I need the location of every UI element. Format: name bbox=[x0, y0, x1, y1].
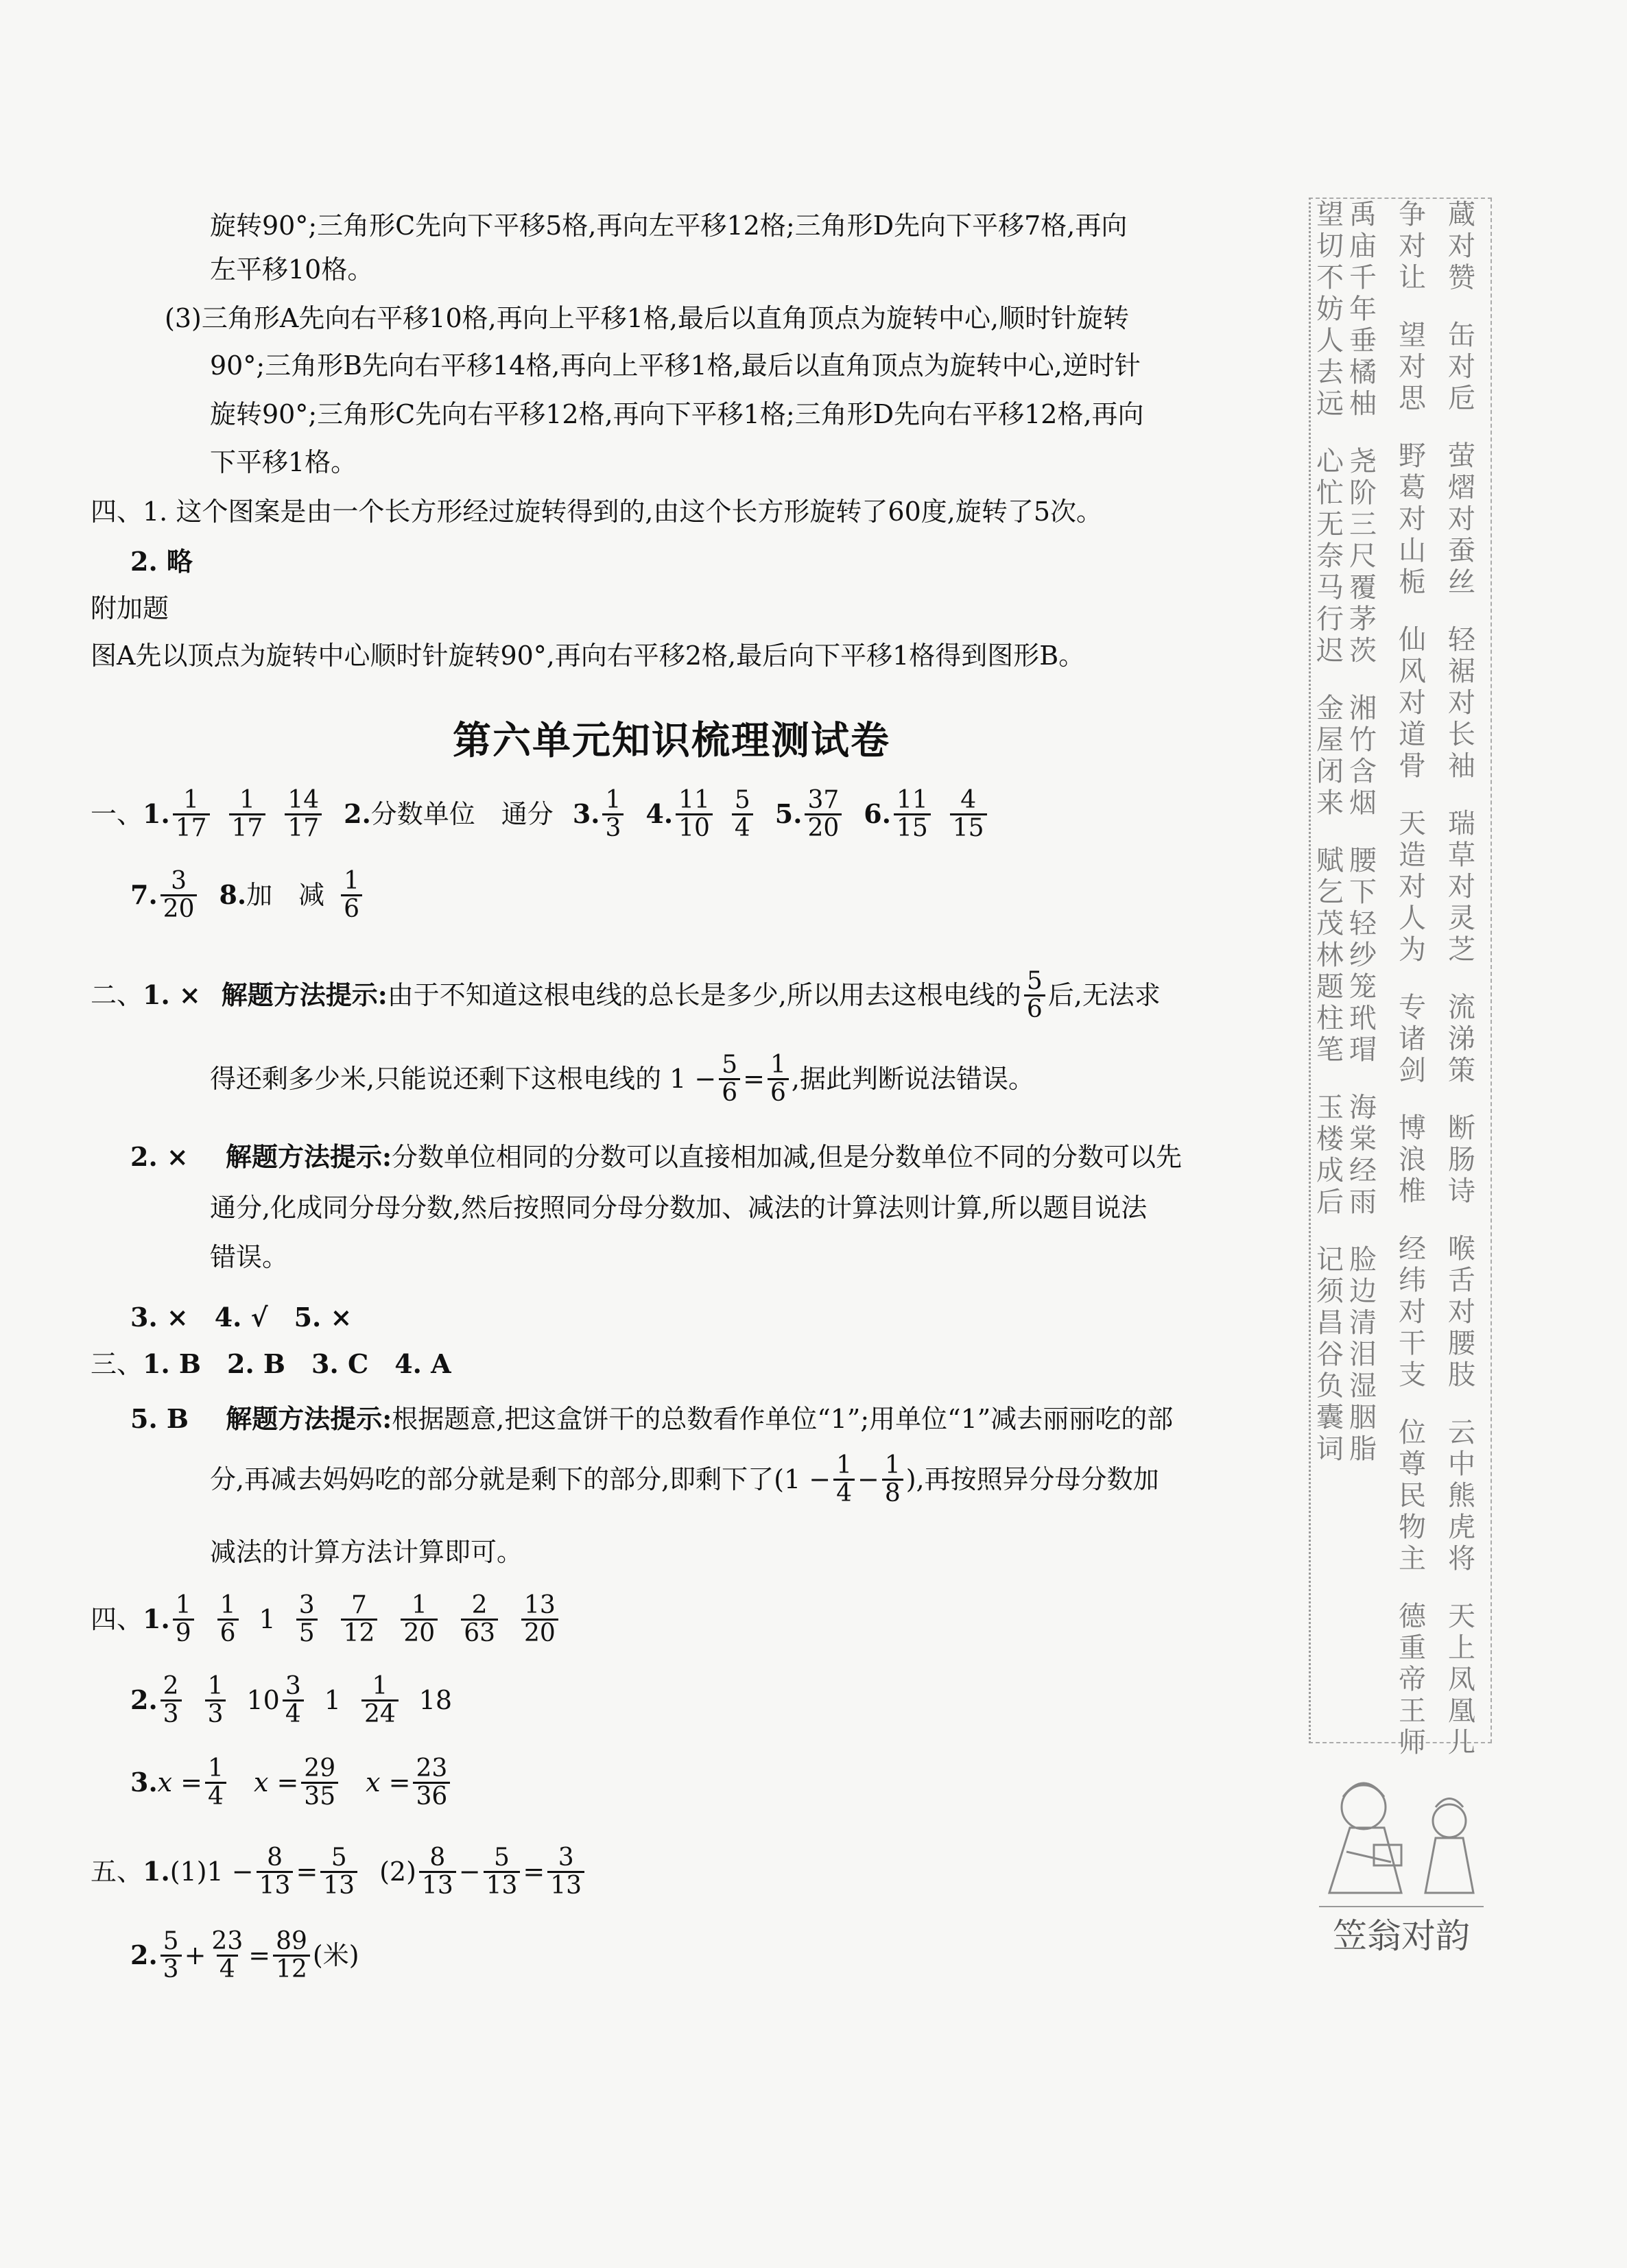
item-number: 3. bbox=[130, 1767, 158, 1798]
answer-line: 旋转90°;三角形C先向右平移12格,再向下平移1格;三角形D先向右平移12格,再向 bbox=[210, 399, 1144, 429]
item-number: 5. B bbox=[130, 1403, 189, 1434]
fraction: 4 15 bbox=[950, 787, 987, 841]
couplet-phrase: 流涕策 bbox=[1448, 992, 1475, 1086]
item-number: 1. bbox=[143, 1603, 170, 1635]
couplet-phrase: 位尊民物主 bbox=[1399, 1417, 1426, 1575]
couplet-phrase: 脸边清泪湿胭脂 bbox=[1349, 1244, 1377, 1465]
hint-text: ),再按照异分母分数加 bbox=[905, 1464, 1159, 1495]
answer-text: 1 bbox=[259, 1604, 276, 1635]
couplet-phrase: 望对思 bbox=[1399, 320, 1426, 414]
hint-label: 解题方法提示: bbox=[221, 979, 388, 1011]
item-number: 1. × bbox=[143, 979, 201, 1011]
answer-line: 下平移1格。 bbox=[210, 447, 357, 477]
answer-text: 1 bbox=[324, 1685, 341, 1716]
couplet-phrase: 天上凤凰儿 bbox=[1448, 1601, 1475, 1758]
fraction: $\frac{5}{13}$ bbox=[320, 1845, 357, 1899]
hint-text: 由于不知道这根电线的总长是多少,所以用去这根电线的 bbox=[387, 980, 1021, 1011]
couplet-phrase: 心忙无奈马行迟 bbox=[1316, 446, 1344, 667]
hint-label: 解题方法提示: bbox=[226, 1403, 392, 1434]
fraction: 11 15 bbox=[894, 787, 931, 841]
item-number: 2. bbox=[344, 798, 371, 830]
answer-line: 旋转90°;三角形C先向下平移5格,再向左平移12格;三角形D先向下平移7格,再向 bbox=[210, 211, 1128, 241]
fraction: 1 6 bbox=[341, 868, 362, 922]
section-4-row-1 bbox=[91, 1592, 561, 1647]
item-number: 7. bbox=[130, 879, 158, 911]
couplet-phrase: 云中熊虎将 bbox=[1448, 1417, 1475, 1575]
expression: (2) bbox=[379, 1857, 416, 1887]
fraction: $\frac{23}{36}$ bbox=[413, 1756, 450, 1810]
fraction: $\frac{3}{13}$ bbox=[547, 1845, 584, 1899]
plus-sign: + bbox=[184, 1940, 206, 1971]
hint-text: ,据此判断说法错误。 bbox=[791, 1064, 1035, 1095]
section-label: 四、 bbox=[91, 1604, 143, 1635]
section-label: 二、 bbox=[91, 980, 143, 1011]
couplet-column bbox=[1396, 199, 1429, 1784]
section-2-q3-5: 3. × 4. √ 5. × bbox=[130, 1302, 353, 1333]
couplet-phrase: 德重帝王师 bbox=[1399, 1601, 1426, 1758]
section-2-q1-line2 bbox=[210, 1052, 1034, 1106]
fraction: $\frac{5}{6}$ bbox=[719, 1052, 740, 1106]
couplet-sidebar bbox=[1309, 198, 1492, 1758]
couplet-phrase: 断肠诗 bbox=[1448, 1112, 1475, 1207]
answer-line: (3)三角形A先向右平移10格,再向上平移1格,最后以直角顶点为旋转中心,顺时针旋转 bbox=[165, 303, 1130, 333]
fraction: 1 17 bbox=[229, 787, 266, 841]
minus-sign: − bbox=[857, 1464, 879, 1495]
couplet-phrase: 博浪椎 bbox=[1399, 1112, 1426, 1207]
couplet-phrase: 湘竹含烟 bbox=[1349, 693, 1377, 819]
couplet-phrase: 瑞草对灵芝 bbox=[1448, 808, 1475, 966]
answer-text: 1. B 2. B 3. C 4. A bbox=[143, 1348, 451, 1379]
fraction: 3 4 bbox=[283, 1673, 304, 1728]
fraction: 3 20 bbox=[161, 868, 198, 922]
hint-text: 得还剩多少米,只能说还剩下这根电线的 1 − bbox=[210, 1064, 717, 1095]
couplet-phrase: 经纬对干支 bbox=[1399, 1233, 1426, 1391]
fraction: 1 17 bbox=[173, 787, 210, 841]
couplet-phrase: 轻裾对长袖 bbox=[1448, 624, 1475, 782]
answer-line: 2. 略 bbox=[130, 546, 193, 577]
section-1-row-2 bbox=[130, 868, 365, 922]
fraction: 1 24 bbox=[361, 1673, 399, 1728]
item-number: 1. bbox=[143, 798, 170, 830]
section-1-row-1 bbox=[91, 787, 990, 841]
item-number: 8. bbox=[219, 879, 247, 911]
hint-text: 后,无法求 bbox=[1047, 980, 1161, 1011]
section-label: 一、 bbox=[91, 799, 143, 830]
mixed-number-whole: 10 bbox=[246, 1685, 280, 1716]
fraction: 14 17 bbox=[285, 787, 322, 841]
item-number: 4. bbox=[645, 798, 674, 830]
fraction: $\frac{1}{8}$ bbox=[882, 1453, 903, 1507]
equals-sign: = bbox=[296, 1857, 318, 1887]
item-number: 3. bbox=[572, 798, 600, 830]
couplet-phrase: 野葛对山栀 bbox=[1399, 440, 1426, 598]
item-number: 1. bbox=[143, 1856, 170, 1887]
hint-text: 错误。 bbox=[210, 1242, 289, 1272]
equals-sign: = bbox=[248, 1940, 271, 1971]
hint-text: 根据题意,把这盒饼干的总数看作单位“1”;用单位“1”减去丽丽吃的部 bbox=[392, 1404, 1174, 1434]
answer-line: 90°;三角形B先向右平移14格,再向上平移1格,最后以直角顶点为旋转中心,逆时针 bbox=[210, 350, 1141, 381]
fraction: $\frac{1}{4}$ bbox=[833, 1453, 855, 1507]
fraction: $\frac{1}{6}$ bbox=[768, 1052, 789, 1106]
item-number: 2. × bbox=[130, 1141, 189, 1172]
answer-text: 18 bbox=[418, 1685, 453, 1716]
unit-label: (米) bbox=[312, 1940, 359, 1971]
equals-sign: = bbox=[523, 1857, 545, 1887]
fraction: 2 3 bbox=[161, 1673, 182, 1728]
hint-text: 分数单位相同的分数可以直接相加减,但是分数单位不同的分数可以先 bbox=[391, 1142, 1183, 1172]
couplet-phrase: 玉楼成后 bbox=[1316, 1092, 1344, 1218]
fraction: 7 12 bbox=[341, 1592, 378, 1647]
item-number: 2. bbox=[130, 1939, 158, 1971]
fraction: 11 10 bbox=[676, 787, 713, 841]
couplet-phrase: 望切不妨人去远 bbox=[1316, 199, 1344, 420]
fraction: 5 6 bbox=[1024, 968, 1045, 1023]
couplet-column bbox=[1314, 199, 1346, 1491]
extra-heading: 附加题 bbox=[91, 593, 169, 623]
couplet-phrase: 喉舌对腰肢 bbox=[1448, 1233, 1475, 1391]
fraction: $\frac{89}{12}$ bbox=[273, 1929, 310, 1983]
equation-lhs: x = bbox=[366, 1767, 411, 1798]
couplet-column bbox=[1346, 199, 1379, 1491]
couplet-phrase: 腰下轻纱笼玳瑁 bbox=[1349, 845, 1377, 1066]
hint-text: 减法的计算方法计算即可。 bbox=[210, 1537, 523, 1567]
item-number: 5. bbox=[774, 798, 803, 830]
section-label: 三、 bbox=[91, 1349, 143, 1379]
answer-line: 图A先以顶点为旋转中心顺时针旋转90°,再向右平移2格,最后向下平移1格得到图形B。 bbox=[91, 641, 1085, 671]
section-2-q1-line1 bbox=[91, 968, 1161, 1023]
section-4-row-2 bbox=[130, 1673, 452, 1728]
fraction: 13 20 bbox=[521, 1592, 558, 1647]
equation-lhs: x = bbox=[157, 1767, 203, 1798]
fraction: $\frac{5}{13}$ bbox=[484, 1845, 521, 1899]
answer-line: 四、1. 这个图案是由一个长方形经过旋转得到的,由这个长方形旋转了60度,旋转了5次。 bbox=[91, 497, 1103, 527]
fraction: 1 3 bbox=[602, 787, 624, 841]
couplet-phrase: 金屋闭来 bbox=[1316, 693, 1344, 819]
hint-label: 解题方法提示: bbox=[225, 1141, 392, 1172]
section-label: 五、 bbox=[91, 1857, 143, 1887]
answer-line: 左平移10格。 bbox=[210, 254, 374, 285]
fraction: $\frac{23}{4}$ bbox=[211, 1927, 244, 1983]
section-5-row-2 bbox=[130, 1929, 359, 1983]
equation-lhs: x = bbox=[253, 1767, 299, 1798]
answer-text: 分数单位 通分 bbox=[370, 799, 554, 830]
hint-text: 通分,化成同分母分数,然后按照同分母分数加、减法的计算法则计算,所以题目说法 bbox=[210, 1193, 1148, 1223]
expression: (1)1 − bbox=[169, 1857, 254, 1887]
couplet-phrase: 海棠经雨 bbox=[1349, 1092, 1377, 1218]
section-2-q2-line1 bbox=[130, 1141, 1183, 1172]
fraction: $\frac{8}{13}$ bbox=[257, 1845, 294, 1899]
section-3-q5-line1 bbox=[130, 1403, 1174, 1434]
couplet-phrase: 缶对卮 bbox=[1448, 320, 1475, 414]
minus-sign: − bbox=[458, 1857, 481, 1887]
section-5-row-1 bbox=[91, 1845, 587, 1899]
couplet-phrase: 专诸剑 bbox=[1399, 992, 1426, 1086]
fraction: 1 20 bbox=[401, 1592, 438, 1647]
scholars-illustration bbox=[1316, 1742, 1487, 1968]
fraction: 8 13 bbox=[419, 1845, 456, 1899]
series-seal-text: 笠翁对韵 bbox=[1333, 1916, 1470, 1956]
page-title: 第六单元知识梳理测试卷 bbox=[453, 718, 890, 763]
section-4-row-3 bbox=[130, 1756, 453, 1810]
item-number: 6. bbox=[864, 798, 891, 830]
fraction: 1 3 bbox=[205, 1673, 226, 1728]
fraction: 5 4 bbox=[732, 787, 753, 841]
fraction: 3 5 bbox=[296, 1592, 318, 1647]
couplet-phrase: 萤熠对蚕丝 bbox=[1448, 440, 1475, 598]
couplet-phrase: 仙风对道骨 bbox=[1399, 624, 1426, 782]
fraction: 2 63 bbox=[461, 1592, 498, 1647]
equals-sign: = bbox=[743, 1064, 765, 1095]
couplet-phrase: 蔵对赞 bbox=[1448, 199, 1475, 294]
fraction: 5 3 bbox=[161, 1929, 182, 1983]
section-3-row-1 bbox=[91, 1348, 451, 1379]
fraction: $\frac{1}{4}$ bbox=[205, 1756, 226, 1810]
couplet-column bbox=[1445, 199, 1478, 1784]
couplet-phrase: 天造对人为 bbox=[1399, 808, 1426, 966]
couplet-phrase: 禹庙千年垂橘柚 bbox=[1349, 199, 1377, 420]
fraction: 37 20 bbox=[805, 787, 842, 841]
fraction: 1 9 bbox=[173, 1592, 194, 1647]
couplet-phrase: 尧阶三尺覆茅茨 bbox=[1349, 446, 1377, 667]
fraction: $\frac{29}{35}$ bbox=[301, 1756, 338, 1810]
hint-text: 分,再减去妈妈吃的部分就是剩下的部分,即剩下了(1 − bbox=[210, 1464, 831, 1495]
item-number: 2. bbox=[130, 1684, 158, 1716]
fraction: 1 6 bbox=[217, 1592, 239, 1647]
couplet-phrase: 记须昌谷负囊词 bbox=[1316, 1244, 1344, 1465]
section-3-q5-line2 bbox=[210, 1453, 1159, 1507]
answer-text: 加 减 bbox=[246, 880, 325, 911]
couplet-phrase: 赋乞茂林题柱笔 bbox=[1316, 845, 1344, 1066]
couplet-phrase: 争对让 bbox=[1399, 199, 1426, 294]
